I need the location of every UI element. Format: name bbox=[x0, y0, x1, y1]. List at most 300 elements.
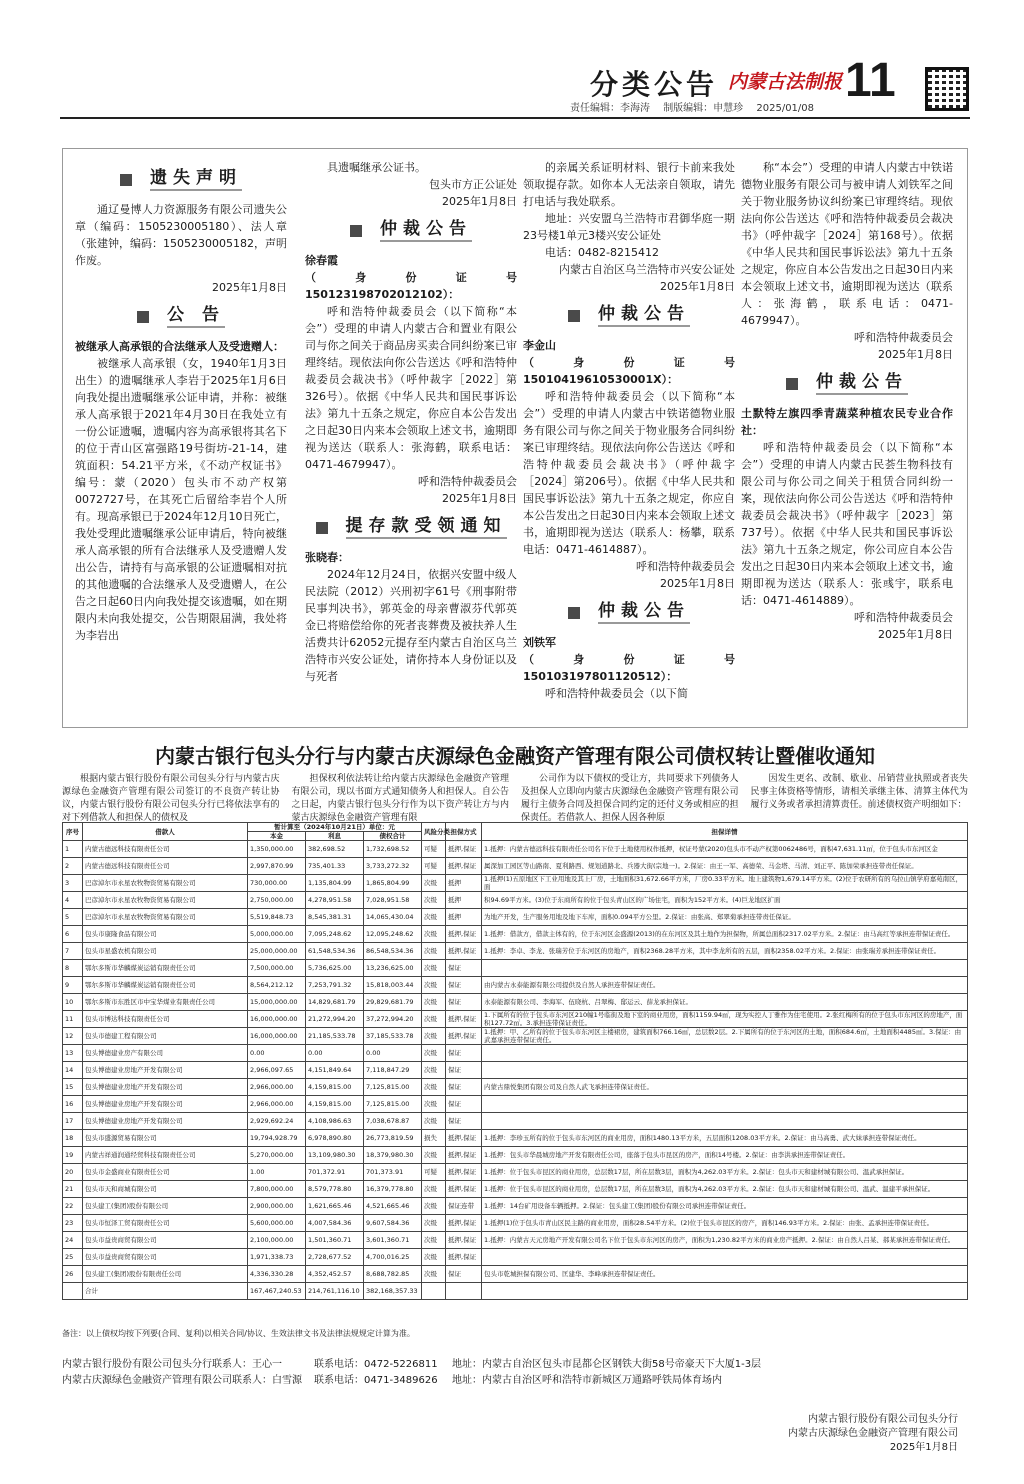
cell-guarantee: 保证 bbox=[446, 1045, 482, 1062]
cell-total: 86,548,534.36 bbox=[364, 943, 422, 960]
cell-info: 内蒙古鼎悦集团有限公司及自然人武飞承担连带保证责任。 bbox=[482, 1079, 968, 1096]
cell-borrower: 包头市恒泽工贸有限责任公司 bbox=[83, 1215, 248, 1232]
cell-interest: 4,007,584.36 bbox=[306, 1215, 364, 1232]
cell-interest: 21,185,533.78 bbox=[306, 1028, 364, 1045]
cell-total: 3,601,360.71 bbox=[364, 1232, 422, 1249]
table-row bbox=[63, 1164, 968, 1181]
arbitration-body: 呼和浩特仲裁委员会（以下简称“本会”）受理的申请人内蒙古合和置业有限公司与你之间关于商品房买卖合同纠纷案已审理终结。现依法向你公告送达《呼和浩特仲裁委员会裁决书》（呼仲裁字［2022］第326号）。依据《中华人民共和国民事诉讼法》第九十五条之规定，你应自本公告发出之日起30日内来本会领取上述文书，逾期即视为送达（联系人：张海鹤，联系电话：0471-4679947）。 bbox=[305, 305, 517, 471]
cell-no: 22 bbox=[63, 1198, 83, 1215]
header-rule bbox=[60, 117, 970, 119]
cell-total: 1,732,698.52 bbox=[364, 841, 422, 858]
arbitration-banner bbox=[523, 301, 735, 331]
respondent-id: （身份证号 150103197801120512）： bbox=[523, 653, 735, 683]
cell-principal: 19,794,928.79 bbox=[248, 1130, 306, 1147]
producer-credit: 制版编辑：申慧珍 bbox=[663, 103, 744, 114]
cell-borrower: 巴彦淖尔市永星农牧物资贸易有限公司 bbox=[83, 892, 248, 909]
cell-guarantee: 抵押,保证 bbox=[446, 1181, 482, 1198]
cell-class: 次级 bbox=[422, 1045, 446, 1062]
cell-borrower: 巴彦淖尔市永星农牧物资贸易有限公司 bbox=[83, 909, 248, 926]
table-row bbox=[63, 1215, 968, 1232]
debt-intro-part: 担保权利依法转让给内蒙古庆源绿色金融资产管理有限公司，现以书面方式通知债务人和担保人。自公告之日起，内蒙古银行包头分行作为以下资产转让方与内蒙古庆源绿色金融资产管理有限 bbox=[291, 774, 509, 823]
col-header-borrower: 借款人 bbox=[83, 823, 248, 841]
table-row bbox=[63, 960, 968, 977]
cell-class: 次级 bbox=[422, 1028, 446, 1045]
table-row bbox=[63, 841, 968, 858]
cell-class: 次级 bbox=[422, 1079, 446, 1096]
cell-info: 由内蒙古永泰能源有限公司提供及自然人承担连带保证责任。 bbox=[482, 977, 968, 994]
cell-class: 次级 bbox=[422, 875, 446, 892]
cell-info bbox=[482, 1249, 968, 1266]
cell-guarantee: 保证 bbox=[446, 960, 482, 977]
square-icon bbox=[316, 522, 328, 534]
cell-borrower: 包头市康隆食品有限公司 bbox=[83, 926, 248, 943]
table-header-row bbox=[63, 823, 968, 832]
cell-borrower: 包头博德建业房地产开发有限公司 bbox=[83, 1062, 248, 1079]
cell-principal: 1.00 bbox=[248, 1164, 306, 1181]
cell-info: 1.抵押：14台矿用设备车辆抵押。2.保证：包头建工(集团)股份有限公司承担连带保证责任。 bbox=[482, 1198, 968, 1215]
cell-info: 1.抵押：李珍玉所有的位于包头市东河区的商业用房，面积1480.13平方米，五层面积1208.03平方米。2.保证：由马高勇、武大妹承担连带保证责任。 bbox=[482, 1130, 968, 1147]
col3-sign: 内蒙古自治区乌兰浩特市兴安公证处 bbox=[559, 263, 735, 276]
cell-no: 1 bbox=[63, 841, 83, 858]
cell-borrower: 包头市天和商城有限公司 bbox=[83, 1181, 248, 1198]
cell-principal: 730,000.00 bbox=[248, 875, 306, 892]
cell-guarantee: 抵押,保证 bbox=[446, 1164, 482, 1181]
cell-guarantee: 抵押,保证 bbox=[446, 841, 482, 858]
arbitration-title: 仲裁公告 bbox=[380, 221, 472, 242]
arbitration-title: 仲裁公告 bbox=[816, 374, 908, 395]
cell-borrower: 包头市金盛商业有限责任公司 bbox=[83, 1164, 248, 1181]
cell-info: 1.下属所有的位于包头市东河区210幢1号临街及地下室的商业用房，面积1159.94㎡，现为实控人丁雅作为住宅使用。2.张红梅所有的位于包头市东河区的房地产，面积127.72㎡。3.承担连带保证责任。 bbox=[482, 1011, 968, 1028]
cell-total: 1,865,804.99 bbox=[364, 875, 422, 892]
cell-class: 次级 bbox=[422, 1249, 446, 1266]
cell-borrower: 包头市博达科技有限责任公司 bbox=[83, 1011, 248, 1028]
page-number: 11 bbox=[845, 54, 896, 107]
col-header-class: 风险分类 bbox=[422, 823, 446, 841]
cell-principal: 2,966,000.00 bbox=[248, 1096, 306, 1113]
notice-heading: 被继承人高承银的合法继承人及受遗赠人： bbox=[75, 340, 284, 353]
arbitration-sign: 呼和浩特仲裁委员会 bbox=[636, 560, 735, 573]
cell-guarantee: 保证 bbox=[446, 1113, 482, 1130]
cell-total: 16,379,778.80 bbox=[364, 1181, 422, 1198]
table-row bbox=[63, 1249, 968, 1266]
cell-principal: 16,000,000.00 bbox=[248, 1011, 306, 1028]
cell-interest: 4,151,849.64 bbox=[306, 1062, 364, 1079]
cell-class: 次级 bbox=[422, 960, 446, 977]
cell-interest: 7,253,791.32 bbox=[306, 977, 364, 994]
cell-principal: 0.00 bbox=[248, 1045, 306, 1062]
table-row bbox=[63, 1283, 968, 1300]
debt-intro bbox=[62, 773, 968, 821]
cell-no: 9 bbox=[63, 977, 83, 994]
cell-class: 次级 bbox=[422, 926, 446, 943]
contact-address: 地址：内蒙古自治区包头市昆都仑区钢铁大街58号帝豪天下大厦1-3层 bbox=[452, 1359, 762, 1370]
cell-guarantee: 保证 bbox=[446, 1062, 482, 1079]
arbitration-body: 呼和浩特仲裁委员会（以下简称“本会”）受理的申请人内蒙古中铁诺德物业服务有限公司与你之间关于物业服务合同纠纷案已审理终结。现依法向你公告送达《呼和浩特仲裁委员会裁决书》（呼仲裁字［2024］第206号）。依据《中华人民共和国民事诉讼法》第九十五条之规定，你应自本公告发出之日起30日内来本会领取上述文书，逾期即视为送达（联系人：杨攀，联系电话：0471-4614887）。 bbox=[523, 390, 735, 556]
table-row bbox=[63, 977, 968, 994]
cell-total: 14,065,430.04 bbox=[364, 909, 422, 926]
cell-principal: 2,750,000.00 bbox=[248, 892, 306, 909]
cell-info bbox=[482, 1113, 968, 1130]
deposit-person: 张晓春： bbox=[305, 551, 349, 564]
cell-no: 21 bbox=[63, 1181, 83, 1198]
cell-guarantee: 抵押,保证 bbox=[446, 1130, 482, 1147]
cell-no: 5 bbox=[63, 909, 83, 926]
issue-date: 2025/01/08 bbox=[756, 103, 815, 114]
cell-principal: 5,519,848.73 bbox=[248, 909, 306, 926]
col-header-group: 暂计算至（2024年10月21日）单位：元 bbox=[248, 823, 422, 832]
cell-total: 18,379,980.30 bbox=[364, 1147, 422, 1164]
cell-total: 12,095,248.62 bbox=[364, 926, 422, 943]
notice-column-1 bbox=[75, 159, 287, 644]
cell-borrower: 合计 bbox=[83, 1283, 248, 1300]
square-icon bbox=[137, 311, 149, 323]
cell-total: 4,521,665.46 bbox=[364, 1198, 422, 1215]
cell-total: 4,700,016.25 bbox=[364, 1249, 422, 1266]
cell-info: 1.抵押：位于包头市昆区的商业用房，总层数17层，所在层数3层，面积为4,262.03平方米。2.保证：包头市天和建材城有限公司、温武承担保证。 bbox=[482, 1164, 968, 1181]
cell-class: 损失 bbox=[422, 1130, 446, 1147]
cell-borrower: 包头市盛源贸易有限公司 bbox=[83, 1130, 248, 1147]
col3-continued: 的亲属关系证明材料、银行卡前来我处领取提存款。如你本人无法亲自领取，请先打电话与我处联系。 bbox=[523, 161, 735, 208]
table-row bbox=[63, 892, 968, 909]
lost-banner bbox=[75, 165, 287, 195]
section-title: 分类公告 bbox=[590, 68, 719, 101]
col-header-total: 债权合计 bbox=[364, 832, 422, 841]
cell-class: 次级 bbox=[422, 994, 446, 1011]
cell-info: 积94.69平方米。(3)位于东商所有的位于包头青山区的广场住宅，面积为152平方米。(4)巨龙地区扩面 bbox=[482, 892, 968, 909]
cell-guarantee: 抵押,保证 bbox=[446, 1215, 482, 1232]
cell-info: 包头市乾城担保有限公司、匡建华、李峰承担连带保证责任。 bbox=[482, 1266, 968, 1283]
cell-info bbox=[482, 1062, 968, 1079]
col2-continued: 具遗嘱继承公证书。 bbox=[327, 161, 426, 174]
col-header-guarantee: 担保方式 bbox=[446, 823, 482, 841]
page-header bbox=[60, 55, 970, 117]
arbitration-banner bbox=[305, 216, 517, 246]
cell-no: 10 bbox=[63, 994, 83, 1011]
cell-info: 1.抵押：借款方，借款主体有的，位于东河区金盛源(2013)的在东河区及其土地作为担保物，所属总面积2317.02平方米。2.保证：由马高红等承担连带保证责任。 bbox=[482, 926, 968, 943]
cell-interest: 0.00 bbox=[306, 1045, 364, 1062]
col2-date: 2025年1月8日 bbox=[442, 195, 517, 208]
contact-row bbox=[62, 1373, 968, 1389]
signature-block bbox=[600, 1413, 958, 1455]
cell-interest: 214,761,116.10 bbox=[306, 1283, 364, 1300]
cell-guarantee: 保证 bbox=[446, 1079, 482, 1096]
cell-guarantee: 保证 bbox=[446, 977, 482, 994]
cell-principal: 5,600,000.00 bbox=[248, 1215, 306, 1232]
cell-principal: 5,270,000.00 bbox=[248, 1147, 306, 1164]
cell-principal: 8,564,212.12 bbox=[248, 977, 306, 994]
cell-no: 13 bbox=[63, 1045, 83, 1062]
cell-interest: 4,159,815.00 bbox=[306, 1096, 364, 1113]
cell-borrower: 包头市益贵商贸有限公司 bbox=[83, 1232, 248, 1249]
cell-class: 次级 bbox=[422, 1232, 446, 1249]
cell-class: 次级 bbox=[422, 1096, 446, 1113]
table-row bbox=[63, 1096, 968, 1113]
deposit-banner bbox=[305, 513, 517, 543]
arbitration-title: 仲裁公告 bbox=[598, 306, 690, 327]
cell-class: 次级 bbox=[422, 1266, 446, 1283]
table-row bbox=[63, 875, 968, 892]
contact-phone: 联系电话：0472-5226811 bbox=[314, 1359, 438, 1370]
cell-class: 可疑 bbox=[422, 841, 446, 858]
col4-date: 2025年1月8日 bbox=[878, 348, 953, 361]
cell-guarantee: 抵押,保证 bbox=[446, 1147, 482, 1164]
cell-class: 次级 bbox=[422, 909, 446, 926]
deposit-body: 2024年12月24日，依据兴安盟中级人民法院（2012）兴刑初字61号《刑事附带民事判决书》，郭英金的母亲曹淑芬代郭英金已将赔偿给你的死者丧葬费及被扶养人生活费共计62052元提存至内蒙古自治区乌兰浩特市兴安公证处，请你持本人身份证以及与死者 bbox=[305, 568, 517, 683]
cell-class: 可疑 bbox=[422, 858, 446, 875]
cell-borrower: 鄂尔多斯市东胜区市中宝华煤业有限责任公司 bbox=[83, 994, 248, 1011]
cell-guarantee: 抵押,保证 bbox=[446, 943, 482, 960]
lost-date: 2025年1月8日 bbox=[212, 281, 287, 294]
col-header-interest: 利息 bbox=[306, 832, 364, 841]
cell-principal: 5,000,000.00 bbox=[248, 926, 306, 943]
cell-interest: 5,736,625.00 bbox=[306, 960, 364, 977]
cell-guarantee: 抵押 bbox=[446, 892, 482, 909]
debt-notice-title: 内蒙古银行包头分行与内蒙古庆源绿色金融资产管理有限公司债权转让暨催收通知 bbox=[155, 744, 875, 768]
cell-interest: 13,109,980.30 bbox=[306, 1147, 364, 1164]
cell-class: 次级 bbox=[422, 1198, 446, 1215]
lost-title: 遗失声明 bbox=[150, 170, 242, 191]
cell-class: 次级 bbox=[422, 1215, 446, 1232]
arbitration-sign: 呼和浩特仲裁委员会 bbox=[854, 611, 953, 624]
cell-principal: 4,336,330.28 bbox=[248, 1266, 306, 1283]
cell-info: 属深加工园区等山路南、夏利路西、规划道路北、兵器大街(宗地一)。2.保证：由王一军、高德荣、马金塔、马清、刘正平、陈加荣承担连带责任保证。 bbox=[482, 858, 968, 875]
cell-interest: 735,401.33 bbox=[306, 858, 364, 875]
respondent-name: 土默特左旗四季青蔬菜种植农民专业合作社： bbox=[741, 407, 953, 437]
debt-intro-part: 根据内蒙古银行股份有限公司包头分行与内蒙古庆源绿色金融资产管理有限公司签订的不良资产转让协议，内蒙古银行股份有限公司包头分行已将依法享有的对下列借款人和担保人的债权及 bbox=[62, 774, 280, 823]
cell-total: 37,185,533.78 bbox=[364, 1028, 422, 1045]
cell-interest: 4,352,452.57 bbox=[306, 1266, 364, 1283]
cell-no: 15 bbox=[63, 1079, 83, 1096]
col4-continued: 称“本会”）受理的申请人内蒙古中铁诺德物业服务有限公司与被申请人刘铁军之间关于物业服务协议纠纷案已审理终结。现依法向你公告送达《呼和浩特仲裁委员会裁决书》（呼仲裁字［2024］第168号）。依据《中华人民共和国民事诉讼法》第九十五条之规定，你应自本公告发出之日起30日内来本会领取上述文书，逾期即视为送达（联系人：张海鹤，联系电话：0471-4679947）。 bbox=[741, 161, 953, 327]
debt-table-body bbox=[63, 841, 968, 1300]
cell-principal: 25,000,000.00 bbox=[248, 943, 306, 960]
col-header-info: 担保详情 bbox=[482, 823, 968, 841]
col2-sign: 包头市方正公证处 bbox=[429, 178, 517, 191]
cell-info bbox=[482, 960, 968, 977]
notice-column-2 bbox=[305, 159, 517, 685]
cell-principal: 15,000,000.00 bbox=[248, 994, 306, 1011]
contact-row bbox=[62, 1357, 968, 1373]
cell-borrower: 包头博德建业房地产开发有限公司 bbox=[83, 1113, 248, 1130]
cell-interest: 8,579,778.80 bbox=[306, 1181, 364, 1198]
cell-total: 0.00 bbox=[364, 1045, 422, 1062]
cell-info: 1.抵押：甲、乙所有的位于包头市东河区主楼裙房，建筑面积766.16㎡，总层数2层。2.下属所有的位于东河区的土地，面积684.6㎡，土地面积4485㎡。3.保证：由武嘉承担连带保证责任。 bbox=[482, 1028, 968, 1045]
table-row bbox=[63, 1028, 968, 1045]
cell-total: 7,028,951.58 bbox=[364, 892, 422, 909]
signature-line: 内蒙古银行股份有限公司包头分行 bbox=[808, 1414, 958, 1425]
cell-no: 20 bbox=[63, 1164, 83, 1181]
table-row bbox=[63, 1198, 968, 1215]
square-icon bbox=[120, 174, 132, 186]
cell-no: 8 bbox=[63, 960, 83, 977]
cell-interest: 1,621,665.46 bbox=[306, 1198, 364, 1215]
cell-no: 2 bbox=[63, 858, 83, 875]
cell-no: 11 bbox=[63, 1011, 83, 1028]
cell-interest: 1,135,804.99 bbox=[306, 875, 364, 892]
cell-class: 可疑 bbox=[422, 1164, 446, 1181]
cell-interest: 1,501,360.71 bbox=[306, 1232, 364, 1249]
cell-guarantee: 保证连带 bbox=[446, 1198, 482, 1215]
cell-borrower: 包头建工(集团)股份有限责任公司 bbox=[83, 1266, 248, 1283]
cell-no: 23 bbox=[63, 1215, 83, 1232]
table-row bbox=[63, 1147, 968, 1164]
cell-info: 1.抵押：内蒙古天元房地产开发有限公司名下位于包头市东河区的房产，面积为1,230.82平方米的商业房产抵押。2.保证：由自然人吕某、郝某承担连带保证责任。 bbox=[482, 1232, 968, 1249]
cell-guarantee: 保证 bbox=[446, 1096, 482, 1113]
cell-guarantee: 抵押 bbox=[446, 909, 482, 926]
notice-column-3 bbox=[523, 159, 735, 702]
cell-guarantee: 抵押 bbox=[446, 875, 482, 892]
cell-total: 3,733,272.32 bbox=[364, 858, 422, 875]
cell-no: 18 bbox=[63, 1130, 83, 1147]
table-row bbox=[63, 994, 968, 1011]
arbitration-title: 仲裁公告 bbox=[598, 603, 690, 624]
contact-person: 内蒙古庆源绿色金融资产管理有限公司联系人：白雪源 bbox=[62, 1375, 302, 1386]
cell-total: 37,272,994.20 bbox=[364, 1011, 422, 1028]
arbitration-banner bbox=[741, 369, 953, 399]
cell-total: 382,168,357.33 bbox=[364, 1283, 422, 1300]
cell-class: 次级 bbox=[422, 943, 446, 960]
respondent-name: 徐春霞 bbox=[305, 254, 338, 267]
cell-principal: 2,966,097.65 bbox=[248, 1062, 306, 1079]
cell-interest: 61,548,534.36 bbox=[306, 943, 364, 960]
deposit-title: 提存款受领通知 bbox=[346, 518, 507, 539]
editor-credit: 责任编辑：李海涛 bbox=[570, 103, 650, 114]
cell-no: 3 bbox=[63, 875, 83, 892]
cell-no bbox=[63, 1283, 83, 1300]
table-note: 备注：以上债权均按下列要(合同、复利)以相关合同/协议、生效法律文书及法律法规规定计算为准。 bbox=[62, 1329, 415, 1338]
arbitration-banner bbox=[523, 598, 735, 628]
table-row bbox=[63, 1113, 968, 1130]
cell-guarantee: 抵押,保证 bbox=[446, 1249, 482, 1266]
cell-borrower: 内蒙古德远科技有限责任公司 bbox=[83, 858, 248, 875]
signature-date: 2025年1月8日 bbox=[889, 1442, 958, 1453]
cell-class: 次级 bbox=[422, 1147, 446, 1164]
cell-interest: 14,829,681.79 bbox=[306, 994, 364, 1011]
cell-borrower: 包头博德建业房地产开发有限公司 bbox=[83, 1096, 248, 1113]
cell-total: 7,118,847.29 bbox=[364, 1062, 422, 1079]
cell-no: 14 bbox=[63, 1062, 83, 1079]
square-icon bbox=[786, 378, 798, 390]
cell-total: 29,829,681.79 bbox=[364, 994, 422, 1011]
cell-principal: 7,500,000.00 bbox=[248, 960, 306, 977]
square-icon bbox=[350, 225, 362, 237]
cell-principal: 2,997,870.99 bbox=[248, 858, 306, 875]
notices-box bbox=[62, 148, 968, 728]
arbitration-body: 呼和浩特仲裁委员会（以下简称“本会”）受理的申请人内蒙古民荟生物科技有限公司与你公司之间关于租赁合同纠纷一案，现依法向你公司公告送达《呼和浩特仲裁委员会裁决书》（呼仲裁字［2023］第737号）。依据《中华人民共和国民事诉讼法》第九十五条之规定，你公司应自本公告发出之日起30日内来本会领取上述文书，逾期即视为送达（联系人：张彧宇，联系电话：0471-4614889）。 bbox=[741, 441, 953, 607]
col-header-principal: 本金 bbox=[248, 832, 306, 841]
cell-total: 701,373.91 bbox=[364, 1164, 422, 1181]
cell-no: 4 bbox=[63, 892, 83, 909]
cell-interest: 21,272,994.20 bbox=[306, 1011, 364, 1028]
table-row bbox=[63, 858, 968, 875]
table-row bbox=[63, 1045, 968, 1062]
contact-phone: 联系电话：0471-3489626 bbox=[314, 1375, 438, 1386]
notice-banner bbox=[75, 302, 287, 332]
cell-guarantee: 抵押,保证 bbox=[446, 1232, 482, 1249]
cell-borrower: 包头博德建业房产有限公司 bbox=[83, 1045, 248, 1062]
cell-principal: 16,000,000.00 bbox=[248, 1028, 306, 1045]
cell-no: 24 bbox=[63, 1232, 83, 1249]
cell-total: 8,688,782.85 bbox=[364, 1266, 422, 1283]
cell-borrower: 包头市益贵商贸有限公司 bbox=[83, 1249, 248, 1266]
cell-interest: 382,698.52 bbox=[306, 841, 364, 858]
cell-class: 次级 bbox=[422, 1062, 446, 1079]
cell-info bbox=[482, 1045, 968, 1062]
debt-intro-part: 因发生更名、改制、歇业、吊销营业执照或者丧失民事主体资格等情形，请相关承继主体、清算主体代为履行义务或者承担清算责任。前述债权资产明细如下： bbox=[750, 774, 968, 810]
header-meta bbox=[570, 99, 824, 114]
table-row bbox=[63, 1130, 968, 1147]
lost-body: 通辽曼博人力资源服务有限公司遗失公章（编码：1505230005180）、法人章（张建钟，编码：1505230005182，声明作废。 bbox=[75, 203, 287, 267]
respondent-name: 李金山 bbox=[523, 339, 556, 352]
arbitration-sign: 呼和浩特仲裁委员会 bbox=[418, 475, 517, 488]
cell-borrower: 鄂尔多斯市华麟煤炭运销有限责任公司 bbox=[83, 977, 248, 994]
signature-line: 内蒙古庆源绿色金融资产管理有限公司 bbox=[788, 1428, 958, 1439]
cell-interest: 701,372.91 bbox=[306, 1164, 364, 1181]
cell-class: 次级 bbox=[422, 1181, 446, 1198]
cell-total: 13,236,625.00 bbox=[364, 960, 422, 977]
qr-code-icon bbox=[925, 67, 969, 111]
cell-no: 16 bbox=[63, 1096, 83, 1113]
cell-principal: 2,966,000.00 bbox=[248, 1079, 306, 1096]
cell-borrower: 包头博德建业房地产开发有限公司 bbox=[83, 1079, 248, 1096]
respondent-name: 刘铁军 bbox=[523, 636, 556, 649]
cell-info: 1.抵押(1)五原地区下工业用地及其上厂房，土地面积31,672.66平方米，厂房0.33平方米。地上建筑物1,679.14平方米。(2)位于农研所有的乌拉山镇学府嘉苑南区，面 bbox=[482, 875, 968, 892]
col3-address: 地址：兴安盟乌兰浩特市君御华庭一期23号楼1单元3楼兴安公证处 bbox=[523, 212, 735, 242]
cell-guarantee bbox=[446, 1283, 482, 1300]
col3-date: 2025年1月8日 bbox=[660, 280, 735, 293]
cell-principal: 1,971,338.73 bbox=[248, 1249, 306, 1266]
cell-borrower: 内蒙古祥通润通经贸科技有限责任公司 bbox=[83, 1147, 248, 1164]
cell-class: 次级 bbox=[422, 977, 446, 994]
cell-interest: 4,278,951.58 bbox=[306, 892, 364, 909]
cell-principal: 2,929,692.24 bbox=[248, 1113, 306, 1130]
table-row bbox=[63, 1266, 968, 1283]
cell-no: 12 bbox=[63, 1028, 83, 1045]
cell-class: 次级 bbox=[422, 1011, 446, 1028]
cell-guarantee: 抵押,保证 bbox=[446, 858, 482, 875]
cell-interest: 7,095,248.62 bbox=[306, 926, 364, 943]
respondent-id: （身份证号 15010419610530001X）： bbox=[523, 356, 735, 386]
table-row bbox=[63, 1079, 968, 1096]
notice-body: 被继承人高承银（女，1940年1月3日出生）的遗嘱继承人李岩于2025年1月6日向我处提出遗嘱继承公证申请，并称：被继承人高承银于2021年4月30日在我处立有一份公证遗嘱，遗嘱内容为高承银将其名下的位于青山区富强路19号街坊-21-14，建筑面积：54.21平方米，《不动产权证书》编号：蒙（2020）包头市不动产权第0072727号，在其死亡后留给李岩个人所有。现高承银已于2024年12月10日死亡，我处受理此遗嘱继承公证申请后，特向被继承人高承银的所有合法继承人及受遗赠人发出公告，请持有与高承银的公证遗嘱相对抗的其他遗嘱的合法继承人及受遗赠人，在公告之日起60日内向我处提交该遗嘱，如在期限内未向我处提交，公告期限届满，我处将为李岩出 bbox=[75, 357, 287, 642]
cell-info bbox=[482, 1283, 968, 1300]
notice-column-4 bbox=[741, 159, 953, 643]
cell-guarantee: 抵押,保证 bbox=[446, 1028, 482, 1045]
square-icon bbox=[568, 310, 580, 322]
debt-intro-part: 公司作为以下债权的受让方，共同要求下列债务人及担保人立即向内蒙古庆源绿色金融资产管理有限公司履行主债务合同及担保合同约定的还付义务或相应的担保责任。若借款人、担保人因各种原 bbox=[521, 774, 739, 823]
notice-title: 公 告 bbox=[167, 307, 225, 328]
cell-info: 1.抵押：李卓、李龙、张瑞芳位于东河区的房地产，面积2368.28平方米，其中李龙所有的五层，面积2358.02平方米。2.保证：由张瑞芳承担连带保证责任。 bbox=[482, 943, 968, 960]
cell-principal: 7,800,000.00 bbox=[248, 1181, 306, 1198]
arbitration-date: 2025年1月8日 bbox=[660, 577, 735, 590]
cell-borrower: 包头市德建工程有限公司 bbox=[83, 1028, 248, 1045]
col3-phone: 电话：0482-8215412 bbox=[545, 246, 659, 259]
cell-info: 1.抵押：位于包头市昆区的商业用房，总层数17层，所在层数3层，面积为4,262.03平方米。2.保证：包头市天和建材城有限公司、温武、温建平承担保证。 bbox=[482, 1181, 968, 1198]
square-icon bbox=[568, 607, 580, 619]
cell-class: 次级 bbox=[422, 892, 446, 909]
table-row bbox=[63, 943, 968, 960]
cell-no: 19 bbox=[63, 1147, 83, 1164]
cell-interest: 2,728,677.52 bbox=[306, 1249, 364, 1266]
cell-borrower: 巴彦淖尔市永星农牧物资贸易有限公司 bbox=[83, 875, 248, 892]
cell-class: 次级 bbox=[422, 1113, 446, 1130]
table-row bbox=[63, 909, 968, 926]
cell-principal: 1,350,000.00 bbox=[248, 841, 306, 858]
cell-borrower: 内蒙古德远科技有限责任公司 bbox=[83, 841, 248, 858]
arbitration-body: 呼和浩特仲裁委员会（以下简 bbox=[545, 687, 688, 700]
cell-no: 6 bbox=[63, 926, 83, 943]
cell-borrower: 包头建工(集团)股份有限公司 bbox=[83, 1198, 248, 1215]
